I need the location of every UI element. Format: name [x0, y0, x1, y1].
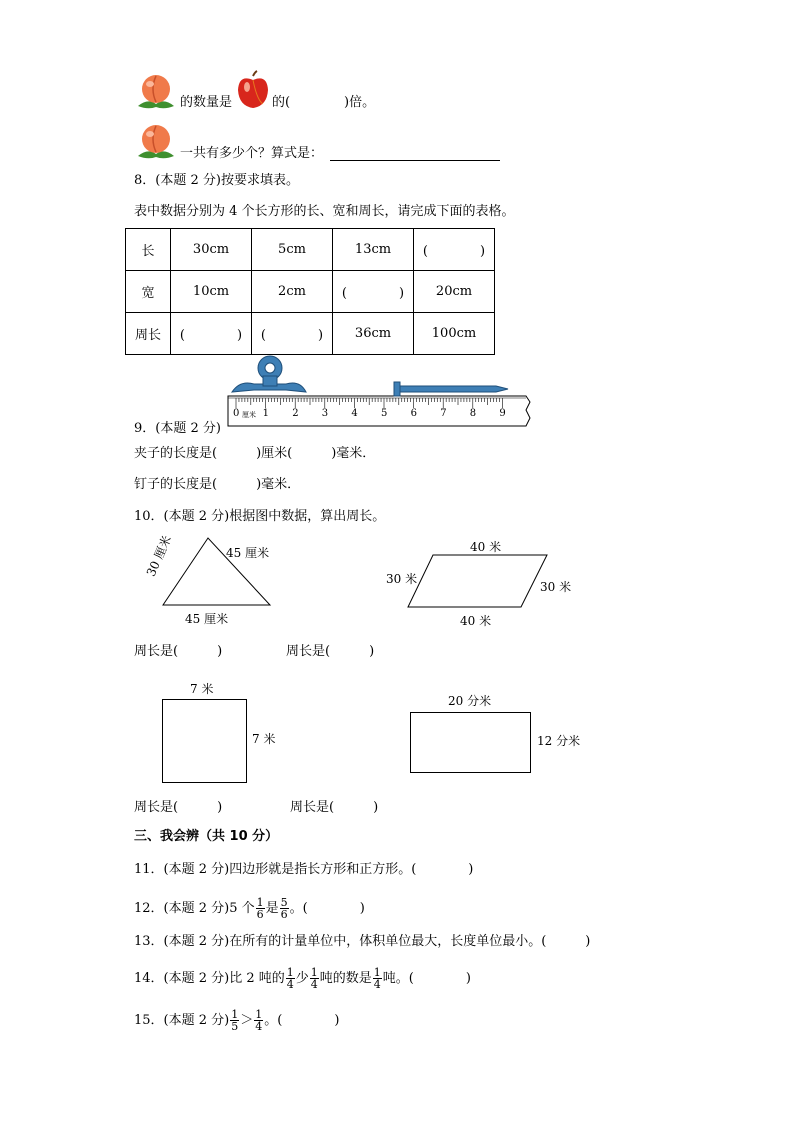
table-cell: 100cm: [414, 313, 495, 355]
table-cell-blank[interactable]: ( ): [252, 313, 333, 355]
ruler-number: 5: [381, 408, 388, 419]
table-cell: 20cm: [414, 271, 495, 313]
parallelogram-bottom-label: 40 米: [460, 614, 492, 628]
rectangle-figure: [410, 712, 531, 773]
q14-frac2: $\frac{1}{4}$: [310, 966, 318, 991]
q9-line1: 夹子的长度是( )厘米( )毫米．: [134, 446, 376, 461]
table-cell: 2cm: [252, 271, 333, 313]
q14-mid1: 少: [295, 971, 309, 986]
q15-frac1: $\frac{1}{5}$: [231, 1008, 239, 1033]
q15-mid: ＞: [240, 1013, 254, 1028]
peach-icon: [134, 72, 178, 110]
ruler-number: 0: [233, 408, 240, 419]
square-right-label: 7 米: [252, 732, 276, 746]
table-cell: 36cm: [333, 313, 414, 355]
ruler-number: 3: [321, 408, 329, 419]
q12: [134, 896, 365, 922]
q12-mid: 是: [265, 901, 279, 916]
rectangle-top-label: 20 分米: [448, 694, 492, 708]
square-figure: [162, 699, 247, 783]
q13: 13．(本题 2 分)在所有的计量单位中，体积单位最大，长度单位最小。( ): [134, 934, 591, 949]
q9-title: 9．(本题 2 分): [134, 421, 221, 436]
rectangle-answer: 周长是( ): [290, 800, 379, 815]
table-row: [126, 313, 495, 355]
ruler-number: 4: [351, 408, 358, 419]
q14-pre: 14．(本题 2 分)比 2 吨的: [134, 971, 285, 986]
square-answer: 周长是( ): [134, 800, 223, 815]
rectangle-right-label: 12 分米: [537, 734, 581, 748]
ruler-number: 8: [469, 408, 477, 419]
q8-title: 8．(本题 2 分)按要求填表。: [134, 173, 299, 188]
table-cell: 13cm: [333, 229, 414, 271]
q14-frac1: $\frac{1}{4}$: [286, 966, 294, 991]
parallelogram-top-label: 40 米: [470, 540, 502, 554]
ruler-figure: [226, 352, 536, 432]
q9-line2: 钉子的长度是( )毫米．: [134, 477, 301, 492]
rectangle-table: [125, 228, 495, 355]
triangle-answer: 周长是( ): [134, 644, 223, 659]
table-cell: 周长: [126, 313, 171, 355]
table-cell-blank[interactable]: ( ): [414, 229, 495, 271]
apple-icon: [235, 70, 271, 110]
q10-title: 10．(本题 2 分)根据图中数据，算出周长。: [134, 509, 386, 524]
q12-post: 。( ): [289, 901, 365, 916]
table-row: [126, 271, 495, 313]
peach-icon: [134, 122, 178, 160]
q8-desc: 表中数据分别为 4 个长方形的长、宽和周长，请完成下面的表格。: [134, 204, 515, 219]
parallelogram-figure: [405, 552, 550, 610]
table-cell-blank[interactable]: ( ): [333, 271, 414, 313]
q14: [134, 966, 471, 992]
table-cell-blank[interactable]: ( ): [171, 313, 252, 355]
triangle-right-label: 45 厘米: [226, 546, 270, 560]
fruit-line2-text: 一共有多少个？算式是：: [180, 146, 324, 161]
ruler-number: 2: [292, 408, 299, 419]
table-row: [126, 229, 495, 271]
q14-post: 吨。( ): [382, 971, 471, 986]
q12-frac1: $\frac{1}{6}$: [256, 896, 264, 921]
q15: [134, 1008, 339, 1034]
q14-frac3: $\frac{1}{4}$: [373, 966, 381, 991]
parallelogram-answer: 周长是( ): [286, 644, 375, 659]
answer-blank-line[interactable]: [330, 160, 500, 161]
table-cell: 10cm: [171, 271, 252, 313]
triangle-left-label: 30 厘米: [143, 533, 175, 579]
ruler-unit: 厘米: [242, 411, 256, 419]
ruler-number: 1: [262, 408, 269, 419]
ruler-number: 7: [440, 408, 447, 419]
table-cell: 5cm: [252, 229, 333, 271]
q11: 11．(本题 2 分)四边形就是指长方形和正方形。( ): [134, 862, 474, 877]
ruler-number: 9: [499, 408, 506, 419]
q12-frac2: $\frac{5}{6}$: [280, 896, 288, 921]
table-cell: 30cm: [171, 229, 252, 271]
triangle-bottom-label: 45 厘米: [185, 612, 229, 626]
table-cell: 长: [126, 229, 171, 271]
table-cell: 宽: [126, 271, 171, 313]
q15-pre: 15．(本题 2 分): [134, 1013, 230, 1028]
fruit-line1-c: )倍。: [344, 95, 376, 110]
parallelogram-right-label: 30 米: [540, 580, 572, 594]
ruler-number: 6: [410, 408, 417, 419]
parallelogram-left-label: 30 米: [386, 572, 418, 586]
fruit-line1-b: 的(: [272, 95, 291, 110]
fruit-line1-a: 的数量是: [180, 95, 233, 110]
q12-pre: 12．(本题 2 分)5 个: [134, 901, 255, 916]
square-top-label: 7 米: [190, 682, 214, 696]
q14-mid2: 吨的数是: [319, 971, 372, 986]
section3-title: 三、我会辨（共 10 分）: [134, 829, 279, 844]
q15-frac2: $\frac{1}{4}$: [255, 1008, 263, 1033]
q15-post: 。( ): [264, 1013, 340, 1028]
